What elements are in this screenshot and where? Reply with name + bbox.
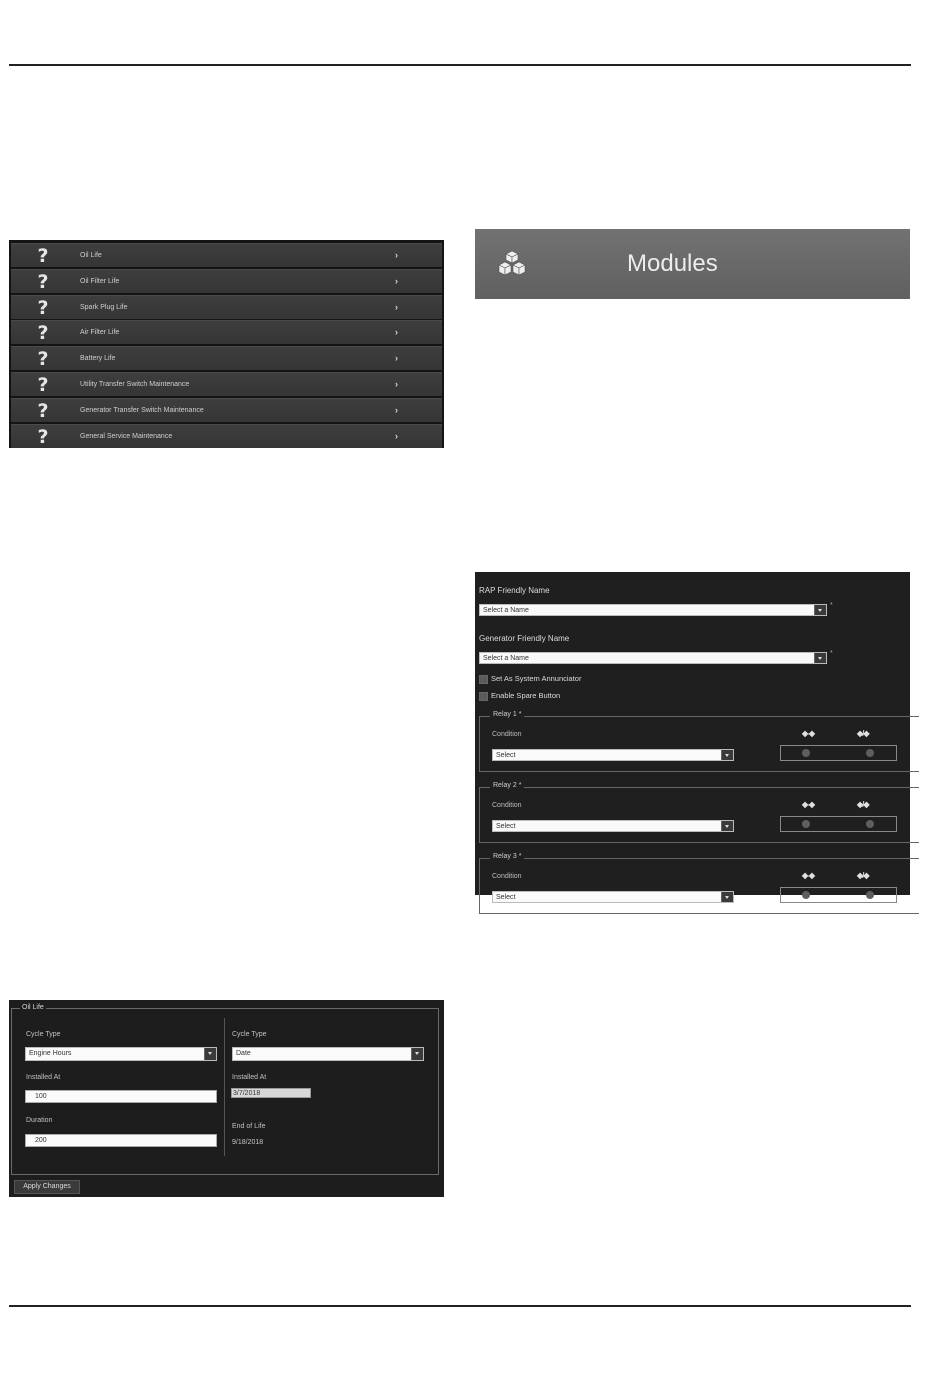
question-mark-icon: ?	[37, 425, 49, 448]
condition-label: Condition	[492, 731, 522, 738]
chevron-down-icon	[411, 1048, 423, 1060]
modules-banner[interactable]	[475, 229, 910, 299]
modules-cubes-icon	[497, 249, 527, 279]
relay-title-text: Relay 1	[493, 711, 517, 718]
relay-condition-select[interactable]	[492, 820, 734, 832]
normally-open-radio[interactable]	[802, 820, 810, 828]
footer-rule	[9, 1305, 911, 1307]
question-mark-icon: ?	[37, 296, 49, 319]
chevron-down-icon	[721, 892, 733, 902]
relay-fieldset	[479, 782, 919, 843]
relay-condition-value: Select	[496, 752, 516, 759]
duration-value: 200	[35, 1137, 47, 1144]
contact-type-group	[780, 887, 897, 903]
end-of-life-value: 9/18/2018	[232, 1139, 264, 1146]
maintenance-item-label: Air Filter Life	[80, 329, 120, 337]
spare-button-label: Enable Spare Button	[491, 691, 561, 700]
maintenance-item-label: Utility Transfer Switch Maintenance	[80, 381, 190, 388]
relay-title-text: Relay 2	[493, 782, 517, 789]
column-divider	[224, 1018, 225, 1156]
contact-type-group	[780, 745, 897, 761]
normally-open-contact-icon: ◆-◆	[802, 871, 814, 880]
relay-title	[490, 711, 524, 718]
maintenance-item-label: Oil Filter Life	[80, 277, 120, 285]
chevron-right-icon: ›	[395, 430, 398, 441]
maintenance-item[interactable]	[11, 346, 442, 370]
chevron-down-icon	[814, 653, 826, 663]
required-mark: *	[518, 782, 522, 789]
required-mark: *	[518, 853, 522, 860]
maintenance-item[interactable]	[11, 372, 442, 396]
normally-closed-contact-icon: ◆/◆	[857, 729, 869, 738]
relay-title-text: Relay 3	[493, 853, 517, 860]
rap-friendly-name-select[interactable]	[479, 604, 827, 616]
rap-friendly-name-label: RAP Friendly Name	[479, 586, 550, 595]
installed-at-label: Installed At	[26, 1074, 61, 1081]
relay-condition-select[interactable]	[492, 891, 734, 903]
maintenance-item[interactable]	[11, 424, 442, 448]
normally-closed-radio[interactable]	[866, 820, 874, 828]
maintenance-item[interactable]	[11, 320, 442, 344]
installed-at-label: Installed At	[232, 1074, 267, 1081]
maintenance-item-label: General Service Maintenance	[80, 432, 173, 440]
required-mark: *	[830, 602, 833, 609]
cycle-type-value: Date	[236, 1050, 251, 1057]
relay-condition-value: Select	[496, 894, 516, 901]
maintenance-item-label: Generator Transfer Switch Maintenance	[80, 406, 204, 414]
apply-changes-button[interactable]: Apply Changes	[14, 1180, 80, 1194]
normally-open-contact-icon: ◆-◆	[802, 800, 814, 809]
generator-friendly-name-label: Generator Friendly Name	[479, 634, 570, 643]
question-mark-icon: ?	[37, 374, 49, 396]
question-mark-icon: ?	[37, 348, 49, 371]
oil-life-panel	[9, 1000, 444, 1197]
maintenance-item-label: Oil Life	[80, 252, 102, 259]
maintenance-item[interactable]	[11, 398, 442, 422]
relay-title	[490, 853, 524, 860]
installed-at-date-input[interactable]	[231, 1088, 311, 1098]
question-mark-icon: ?	[37, 399, 49, 422]
chevron-right-icon: ›	[395, 327, 398, 338]
cycle-type-label: Cycle Type	[26, 1031, 61, 1038]
required-mark: *	[830, 650, 833, 657]
question-mark-icon: ?	[37, 245, 49, 267]
normally-closed-contact-icon: ◆/◆	[857, 800, 869, 809]
chevron-down-icon	[814, 605, 826, 615]
relay-fieldset	[479, 711, 919, 772]
cycle-type-label: Cycle Type	[232, 1031, 267, 1038]
normally-closed-radio[interactable]	[866, 749, 874, 757]
chevron-down-icon	[204, 1048, 216, 1060]
chevron-right-icon: ›	[395, 353, 398, 364]
maintenance-item[interactable]	[11, 243, 442, 267]
chevron-down-icon	[721, 821, 733, 831]
maintenance-list	[9, 240, 444, 448]
normally-open-radio[interactable]	[802, 891, 810, 899]
system-annunciator-checkbox[interactable]	[479, 675, 488, 684]
header-rule	[9, 64, 911, 66]
rap-friendly-name-value: Select a Name	[483, 607, 529, 614]
relay-fieldset	[479, 853, 919, 914]
maintenance-item[interactable]	[11, 269, 442, 293]
maintenance-item-label: Spark Plug Life	[80, 303, 128, 311]
installed-at-value: 100	[35, 1093, 47, 1100]
condition-label: Condition	[492, 873, 522, 880]
chevron-right-icon: ›	[395, 404, 398, 415]
chevron-right-icon: ›	[395, 379, 398, 389]
chevron-down-icon	[721, 750, 733, 760]
chevron-right-icon: ›	[395, 250, 398, 260]
relay-title	[490, 782, 524, 789]
maintenance-item[interactable]	[11, 295, 442, 319]
installed-at-date-value: 3/7/2018	[233, 1090, 261, 1097]
modules-title: Modules	[627, 250, 718, 277]
generator-friendly-name-value: Select a Name	[483, 655, 529, 662]
duration-input[interactable]	[25, 1134, 217, 1147]
end-of-life-label: End of Life	[232, 1123, 266, 1130]
rap-settings-panel	[475, 572, 910, 901]
question-mark-icon: ?	[37, 322, 49, 345]
chevron-right-icon: ›	[395, 301, 398, 312]
normally-open-contact-icon: ◆-◆	[802, 729, 814, 738]
spare-button-checkbox[interactable]	[479, 692, 488, 701]
system-annunciator-label: Set As System Annunciator	[491, 674, 582, 683]
relay-condition-select[interactable]	[492, 749, 734, 761]
cycle-type-select[interactable]	[232, 1047, 424, 1061]
cycle-type-value: Engine Hours	[29, 1050, 72, 1057]
chevron-right-icon: ›	[395, 275, 398, 286]
duration-label: Duration	[26, 1117, 53, 1124]
installed-at-input[interactable]	[25, 1090, 217, 1103]
relay-condition-value: Select	[496, 823, 516, 830]
required-mark: *	[518, 711, 522, 718]
normally-closed-contact-icon: ◆/◆	[857, 871, 869, 880]
condition-label: Condition	[492, 802, 522, 809]
normally-closed-radio[interactable]	[866, 891, 874, 899]
cycle-type-select[interactable]	[25, 1047, 217, 1061]
question-mark-icon: ?	[37, 270, 49, 293]
maintenance-item-label: Battery Life	[80, 355, 116, 363]
generator-friendly-name-select[interactable]	[479, 652, 827, 664]
normally-open-radio[interactable]	[802, 749, 810, 757]
contact-type-group	[780, 816, 897, 832]
oil-life-legend: Oil Life	[22, 1004, 44, 1011]
